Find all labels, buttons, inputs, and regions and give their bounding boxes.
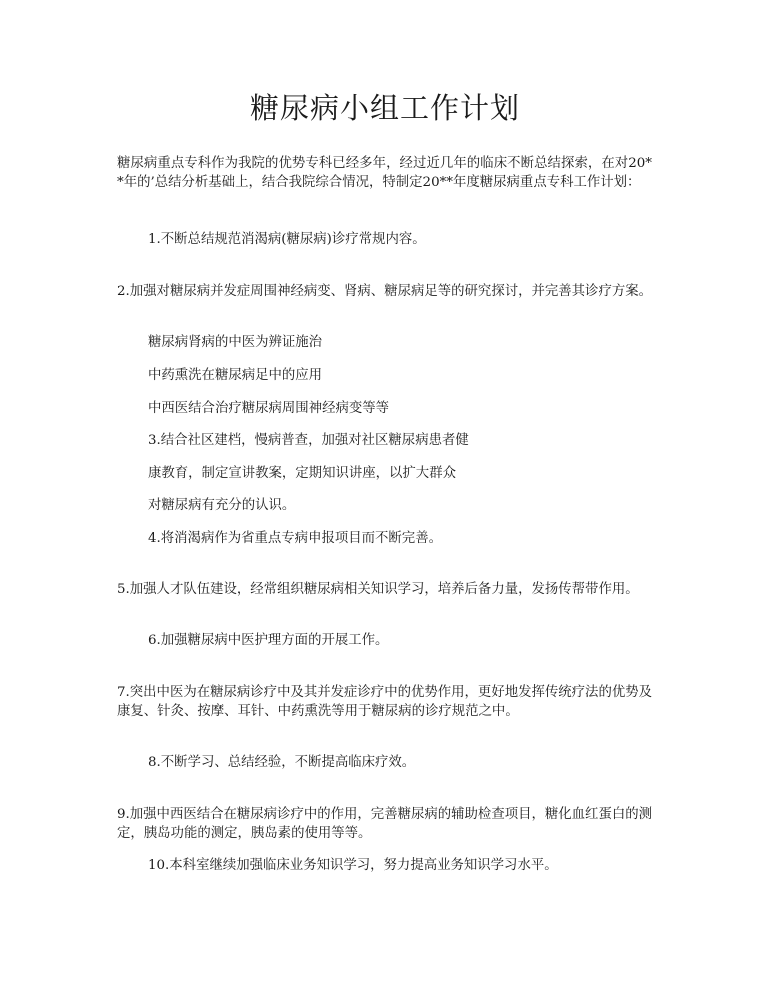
plan-item-1: 1.不断总结规范消渴病(糖尿病)诊疗常规内容。 xyxy=(148,232,426,247)
plan-item-8: 8.不断学习、总结经验，不断提高临床疗效。 xyxy=(148,755,416,770)
plan-item-6: 6.加强糖尿病中医护理方面的开展工作。 xyxy=(148,633,389,648)
plan-item-5: 5.加强人才队伍建设，经常组织糖尿病相关知识学习，培养后备力量，发扬传帮带作用。 xyxy=(117,582,639,597)
sub-item-integrated-treatment: 中西医结合治疗糖尿病周围神经病变等等 xyxy=(148,401,390,416)
sub-item-herbal-fumigation: 中药熏洗在糖尿病足中的应用 xyxy=(148,368,323,383)
plan-item-9: 9.加强中西医结合在糖尿病诊疗中的作用，完善糖尿病的辅助检查项目，糖化血红蛋白的测定，胰岛功能的测定，胰岛素的使用等等。 xyxy=(117,807,653,841)
plan-item-10: 10.本科室继续加强临床业务知识学习，努力提高业务知识学习水平。 xyxy=(148,858,558,873)
plan-item-7: 7.突出中医为在糖尿病诊疗中及其并发症诊疗中的优势作用，更好地发挥传统疗法的优势及康复、针灸、按摩、耳针、中药熏洗等用于糖尿病的诊疗规范之中。 xyxy=(117,685,653,719)
plan-item-4: 4.将消渴病作为省重点专病申报项目而不断完善。 xyxy=(148,531,442,546)
sub-item-nephropathy: 糖尿病肾病的中医为辨证施治 xyxy=(148,335,323,350)
document-title: 糖尿病小组工作计划 xyxy=(249,91,520,125)
plan-item-3-line-1: 3.结合社区建档，慢病普查，加强对社区糖尿病患者健 xyxy=(148,433,469,448)
plan-item-2: 2.加强对糖尿病并发症周围神经病变、肾病、糖尿病足等的研究探讨，并完善其诊疗方案。 xyxy=(117,284,653,299)
plan-item-3-line-3: 对糖尿病有充分的认识。 xyxy=(148,498,296,513)
plan-item-3-line-2: 康教育，制定宣讲教案，定期知识讲座，以扩大群众 xyxy=(148,466,456,481)
intro-paragraph: 糖尿病重点专科作为我院的优势专科已经多年，经过近几年的临床不断总结探索，在对20**年的’总结分析基础上，结合我院综合情况，特制定20**年度糖尿病重点专科工作计划： xyxy=(117,156,652,190)
